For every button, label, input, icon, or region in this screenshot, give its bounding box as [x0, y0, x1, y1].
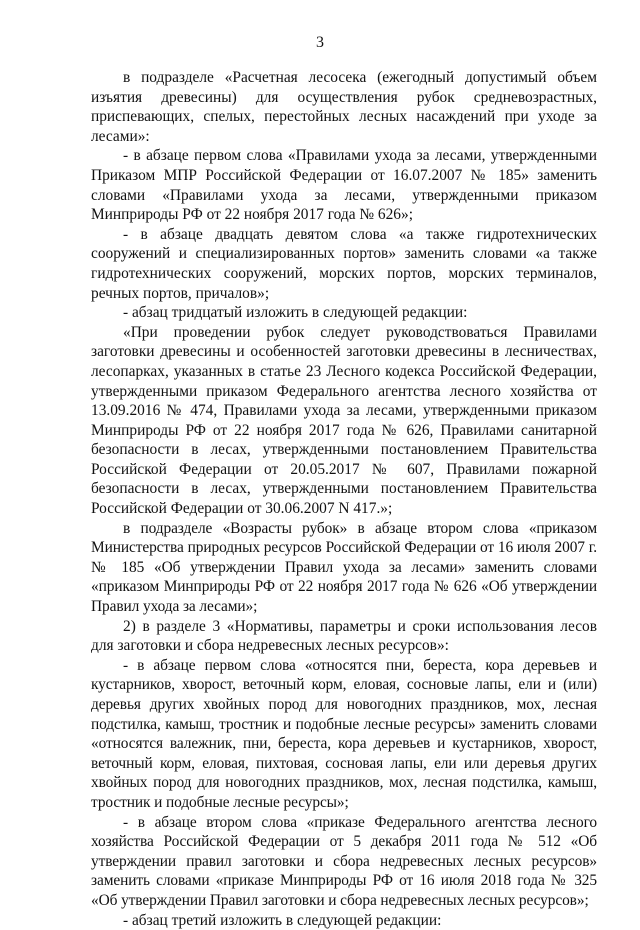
paragraph-logging-rules-quote: «При проведении рубок следует руководствоваться Правилами заготовки древесины и особенностей заготовки древесины в лесничествах, лесопарках, указанных в статье 23 Лесного кодекса Российской Федерации, утвержденными приказом Федерального агентства лесного хозяйства от 13.09.2016 № 474, Правилами ухода за лесами, утвержденными приказом Минприроды РФ от 22 ноября 2017 года № 626, Правилами санитарной безопасности в лесах, утвержденными постановлением Правительства Российской Федерации от 20.05.2017 № 607, Правилами пожарной безопасности в лесах, утвержденными постановлением Правительства Российской Федерации от 30.06.2007 N 417.»;	[91, 323, 597, 518]
page-number: 3	[316, 34, 324, 51]
paragraph-cutting-ages-amendment: в подразделе «Возрасты рубок» в абзаце втором слова «приказом Министерства природных ресурсов Российской Федерации от 16 июля 2007 г. № 185 «Об утверждении Правил ухода за лесами» заменить словами «приказом Минприроды РФ от 22 ноября 2017 года № 626 «Об утверждении Правил ухода за лесами»;	[91, 519, 597, 616]
paragraph-thirtieth-abzac-intro: - абзац тридцатый изложить в следующей редакции:	[123, 304, 468, 322]
paragraph-calculated-cutting-area: в подразделе «Расчетная лесосека (ежегодный допустимый объем изъятия древесины) для осуществления рубок средневозрастных, приспевающих, спелых, перестойных лесных насаждений при уходе за лесами»:	[91, 69, 597, 145]
paragraph-twenty-ninth-abzac-amendment: - в абзаце двадцать девятом слова «а также гидротехнических сооружений и специализированных портов» заменить словами «а также гидротехнических сооружений, морских портов, морских терминалов, речных портов, причалов»;	[91, 225, 597, 302]
paragraph-non-timber-resources-second-abzac: - в абзаце втором слова «приказе Федерального агентства лесного хозяйства Российской Федерации от 5 декабря 2011 года № 512 «Об утверждении правил заготовки и сбора недревесных лесных ресурсов» заменить словами «приказе Минприроды РФ от 16 июля 2018 года № 325 «Об утверждении Правил заготовки и сбора недревесных лесных ресурсов»;	[91, 813, 597, 909]
paragraph-section-3-heading: 2) в разделе 3 «Нормативы, параметры и сроки использования лесов для заготовки и сбора недревесных лесных ресурсов»:	[91, 617, 597, 655]
paragraph-non-timber-resources-first-abzac: - в абзаце первом слова «относятся пни, береста, кора деревьев и кустарников, хворост, веточный корм, еловая, сосновые лапы, ели и (или) деревья других хвойных пород для новогодних праздников, мох, лесная подстилка, камыш, тростник и подобные лесные ресурсы» заменить словами «относятся валежник, пни, береста, кора деревьев и кустарников, хворост, веточный корм, еловая, пихтовая, сосновая лапы, ели или деревья других хвойных пород для новогодних праздников, мох, лесная подстилка, камыш, тростник и подобные лесные ресурсы»;	[91, 656, 597, 811]
paragraph-first-abzac-amendment: - в абзаце первом слова «Правилами ухода за лесами, утвержденными Приказом МПР Российской Федерации от 16.07.2007 № 185» заменить словами «Правилами ухода за лесами, утвержденными приказом Минприроды РФ от 22 ноября 2017 года № 626»;	[91, 147, 597, 224]
paragraph-third-abzac-intro: - абзац третий изложить в следующей редакции:	[123, 911, 442, 929]
document-body	[91, 68, 597, 930]
